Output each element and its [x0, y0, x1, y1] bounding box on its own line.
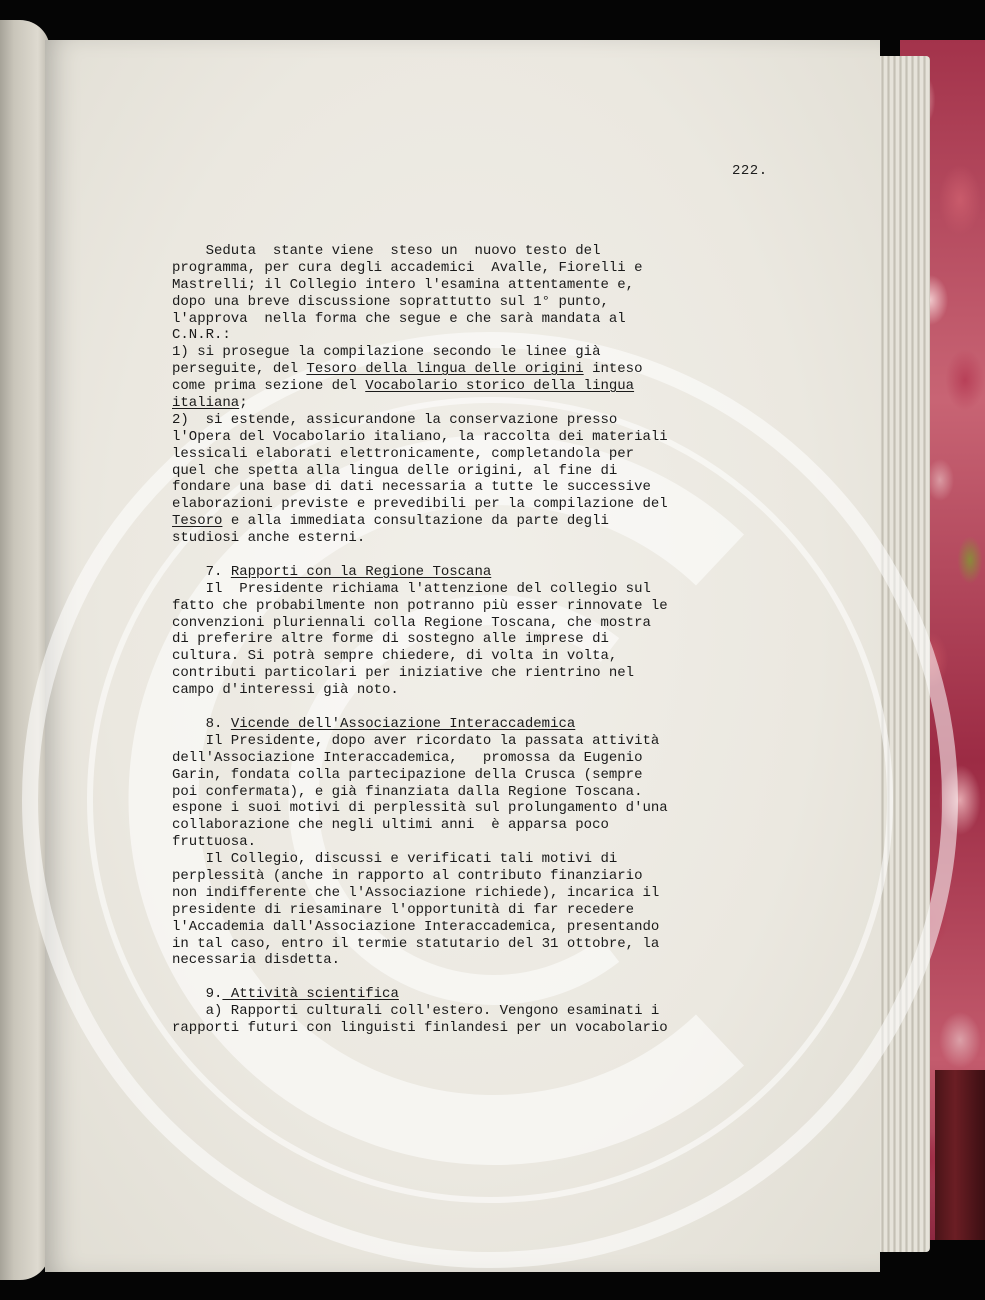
text-line: l'Opera del Vocabolario italiano, la raccolta dei materiali: [172, 428, 668, 445]
text-line: fondare una base di dati necessaria a tutte le successive: [172, 479, 651, 496]
text-line: Garin, fondata colla partecipazione della Crusca (sempre: [172, 766, 643, 783]
text-line: programma, per cura degli accademici Avalle, Fiorelli e: [172, 259, 643, 276]
underlined-text: Tesoro: [172, 513, 223, 530]
text-line: 1) si prosegue la compilazione secondo le linee già: [172, 344, 601, 361]
book-cover-edge: [935, 1070, 985, 1240]
underlined-text: Attività scientifica: [222, 986, 399, 1003]
text-line: presidente di riesaminare l'opportunità di far recedere: [172, 901, 635, 918]
page-number: 222.: [732, 163, 768, 179]
text-line: C.N.R.:: [172, 327, 231, 344]
text-line: elaborazioni previste e prevedibili per la compilazione del: [172, 496, 668, 513]
text-line: necessaria disdetta.: [172, 952, 341, 969]
underlined-text: italiana: [172, 395, 240, 412]
blank-line: [172, 699, 692, 716]
blank-line: [172, 547, 692, 564]
text-line: collaborazione che negli ultimi anni è apparsa poco: [172, 817, 609, 834]
text-line: Seduta stante viene steso un nuovo testo del: [172, 243, 601, 259]
text-line: come prima sezione del Vocabolario storico della lingua: [172, 378, 635, 395]
text-line: perseguite, del Tesoro della lingua delle origini inteso: [172, 361, 643, 378]
text-line: perplessità (anche in rapporto al contributo finanziario: [172, 867, 643, 884]
text-line: 8. Vicende dell'Associazione Interaccademica: [172, 715, 576, 732]
text-line: dell'Associazione Interaccademica, promossa da Eugenio: [172, 749, 643, 766]
underlined-text: Tesoro della lingua delle origini: [306, 361, 584, 378]
document-body: [172, 243, 692, 1037]
text-line: studiosi anche esterni.: [172, 530, 366, 547]
text-line: campo d'interessi già noto.: [172, 682, 399, 699]
text-line: lessicali elaborati elettronicamente, completandola per: [172, 445, 635, 462]
text-line: l'Accademia dall'Associazione Interaccademica, presentando: [172, 918, 660, 935]
text-line: contributi particolari per iniziative che rientrino nel: [172, 665, 635, 682]
text-line: espone i suoi motivi di perplessità sul prolungamento d'una: [172, 800, 668, 817]
text-line: di preferire altre forme di sostegno alle imprese di: [172, 631, 609, 648]
text-line: in tal caso, entro il termie statutario del 31 ottobre, la: [172, 935, 660, 952]
text-line: cultura. Si potrà sempre chiedere, di volta in volta,: [172, 648, 618, 665]
left-page-edge: [0, 20, 50, 1280]
text-line: italiana;: [172, 395, 248, 412]
underlined-text: Rapporti con la Regione Toscana: [230, 563, 492, 580]
text-line: a) Rapporti culturali coll'estero. Vengono esaminati i: [172, 1003, 660, 1020]
text-line: Tesoro e alla immediata consultazione da parte degli: [172, 513, 609, 530]
text-line: poi confermata), e già finanziata dalla Regione Toscana.: [172, 783, 643, 800]
text-line: rapporti futuri con linguisti finlandesi per un vocabolario: [172, 1019, 668, 1036]
text-line: Mastrelli; il Collegio intero l'esamina attentamente e,: [172, 276, 635, 293]
blank-line: [172, 969, 692, 986]
text-line: Il Presidente richiama l'attenzione del collegio sul: [172, 580, 651, 597]
text-line: 9. Attività scientifica: [172, 986, 399, 1003]
text-line: quel che spetta alla lingua delle origini, al fine di: [172, 462, 618, 479]
text-line: non indifferente che l'Associazione richiede), incarica il: [172, 884, 660, 901]
text-line: convenzioni pluriennali colla Regione Toscana, che mostra: [172, 614, 651, 631]
text-line: fruttuosa.: [172, 834, 257, 851]
text-line: l'approva nella forma che segue e che sarà mandata al: [172, 310, 626, 327]
underlined-text: Vicende dell'Associazione Interaccademica: [230, 715, 576, 732]
text-line: dopo una breve discussione soprattutto sul 1° punto,: [172, 293, 609, 310]
text-line: Il Collegio, discussi e verificati tali motivi di: [172, 851, 618, 868]
text-line: fatto che probabilmente non potranno più esser rinnovate le: [172, 597, 668, 614]
text-line: Il Presidente, dopo aver ricordato la passata attività: [172, 732, 660, 749]
underlined-text: Vocabolario storico della lingua: [365, 378, 635, 395]
text-line: 2) si estende, assicurandone la conservazione presso: [172, 411, 618, 428]
text-line: 7. Rapporti con la Regione Toscana: [172, 563, 492, 580]
